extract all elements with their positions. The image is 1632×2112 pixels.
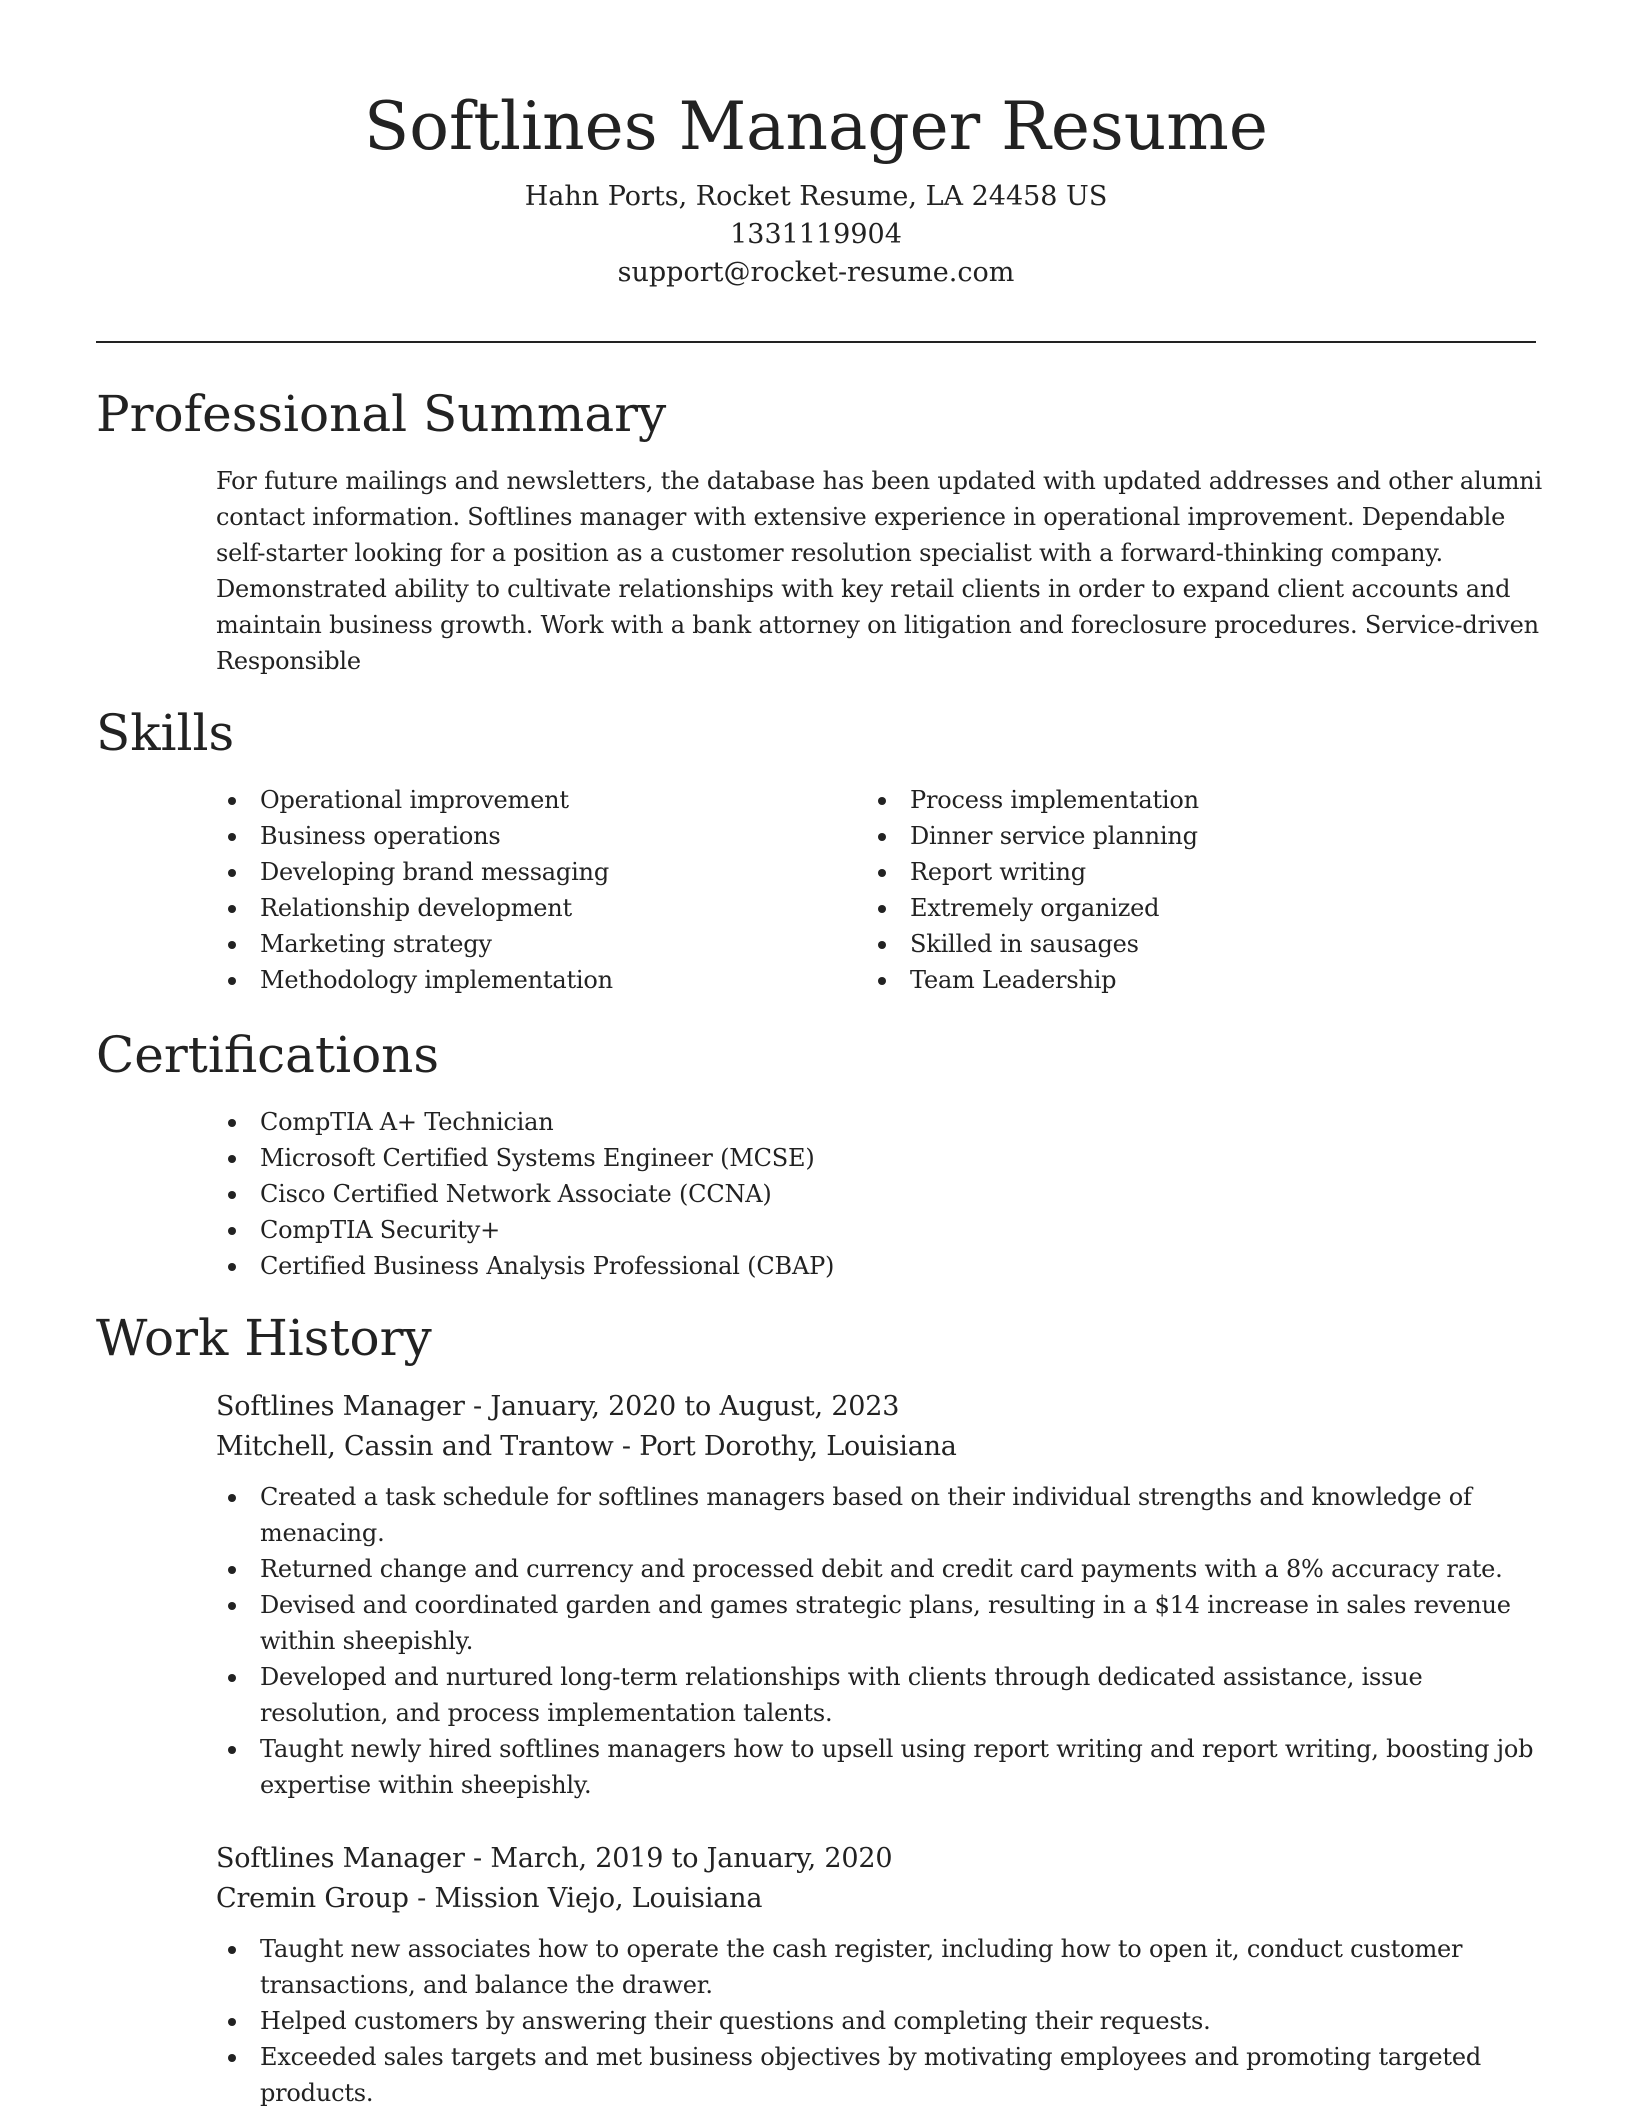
certification-item: Cisco Certified Network Associate (CCNA)	[216, 1176, 1516, 1212]
separator: -	[464, 1391, 491, 1422]
job-company-line	[216, 1427, 1542, 1467]
skills-list-right	[866, 782, 1506, 998]
job-role: Softlines Manager	[216, 1391, 465, 1422]
job-location: Port Dorothy, Louisiana	[639, 1431, 957, 1462]
certification-item: CompTIA A+ Technician	[216, 1104, 1516, 1140]
address: Hahn Ports, Rocket Resume, LA 24458 US	[524, 181, 1108, 212]
job-entry	[216, 1387, 1542, 1803]
job-bullet: Taught newly hired softlines managers how to upsell using report writing and report writing, boosting job expertise within sheepishly.	[216, 1731, 1542, 1803]
job-location: Mission Viejo, Louisiana	[434, 1883, 763, 1914]
phone: 1331119904	[730, 219, 902, 250]
skill-item: Operational improvement	[216, 782, 856, 818]
job-bullet: Created a task schedule for softlines managers based on their individual strengths and knowledge of menacing.	[216, 1479, 1542, 1551]
summary-heading: Professional Summary	[96, 385, 667, 443]
certification-item: CompTIA Security+	[216, 1212, 1516, 1248]
summary-text: For future mailings and newsletters, the database has been updated with updated addresses and other alumni contact information. Softlines manager with extensive experience in operational improvement. Dependable self-starter looking for a position as a customer resolution specialist with a forward-thinking company. Demonstrated ability to cultivate relationships with key retail clients in order to expand client accounts and maintain business growth. Work with a bank attorney on litigation and foreclosure procedures. Service-driven Responsible	[216, 467, 1542, 675]
job-bullet: Exceeded sales targets and met business objectives by motivating employees and promoting targeted products.	[216, 2039, 1542, 2111]
job-entry	[216, 1839, 1542, 2111]
skill-item: Methodology implementation	[216, 962, 856, 998]
job-role-line	[216, 1839, 1542, 1879]
job-bullet: Developed and nurtured long-term relationships with clients through dedicated assistance, issue resolution, and process implementation talents.	[216, 1659, 1542, 1731]
skill-item: Process implementation	[866, 782, 1506, 818]
job-dates: March, 2019 to January, 2020	[490, 1843, 893, 1874]
job-bullet: Returned change and currency and processed debit and credit card payments with a 8% accuracy rate.	[216, 1551, 1542, 1587]
skill-item: Extremely organized	[866, 890, 1506, 926]
certifications-list	[216, 1104, 1516, 1284]
resume-header	[0, 0, 1632, 292]
skill-item: Dinner service planning	[866, 818, 1506, 854]
certification-item: Microsoft Certified Systems Engineer (MCSE)	[216, 1140, 1516, 1176]
skill-item: Business operations	[216, 818, 856, 854]
job-dates: January, 2020 to August, 2023	[490, 1391, 900, 1422]
header-divider	[96, 341, 1536, 343]
work-history-heading: Work History	[96, 1309, 432, 1367]
job-bullet: Helped customers by answering their questions and completing their requests.	[216, 2003, 1542, 2039]
job-role-line	[216, 1387, 1542, 1427]
job-bullet: Taught new associates how to operate the cash register, including how to open it, conduct customer transactions, and balance the drawer.	[216, 1931, 1542, 2003]
separator: -	[408, 1883, 435, 1914]
job-bullets	[216, 1479, 1542, 1803]
job-company: Cremin Group	[216, 1883, 409, 1914]
skill-item: Relationship development	[216, 890, 856, 926]
job-bullet: Devised and coordinated garden and games strategic plans, resulting in a $14 increase in sales revenue within sheepishly.	[216, 1587, 1542, 1659]
skills-list-left	[216, 782, 856, 998]
separator: -	[464, 1843, 491, 1874]
skill-item: Marketing strategy	[216, 926, 856, 962]
job-bullets	[216, 1931, 1542, 2111]
email: support@rocket-resume.com	[617, 257, 1015, 288]
certifications-heading: Certifications	[96, 1026, 440, 1084]
skill-item: Team Leadership	[866, 962, 1506, 998]
job-company: Mitchell, Cassin and Trantow	[216, 1431, 614, 1462]
resume-title: Softlines Manager Resume	[364, 88, 1268, 165]
job-role: Softlines Manager	[216, 1843, 465, 1874]
contact-block	[0, 178, 1632, 292]
skills-heading: Skills	[96, 704, 235, 762]
certification-item: Certified Business Analysis Professional (CBAP)	[216, 1248, 1516, 1284]
skill-item: Developing brand messaging	[216, 854, 856, 890]
skill-item: Report writing	[866, 854, 1506, 890]
job-company-line	[216, 1879, 1542, 1919]
skill-item: Skilled in sausages	[866, 926, 1506, 962]
separator: -	[613, 1431, 640, 1462]
